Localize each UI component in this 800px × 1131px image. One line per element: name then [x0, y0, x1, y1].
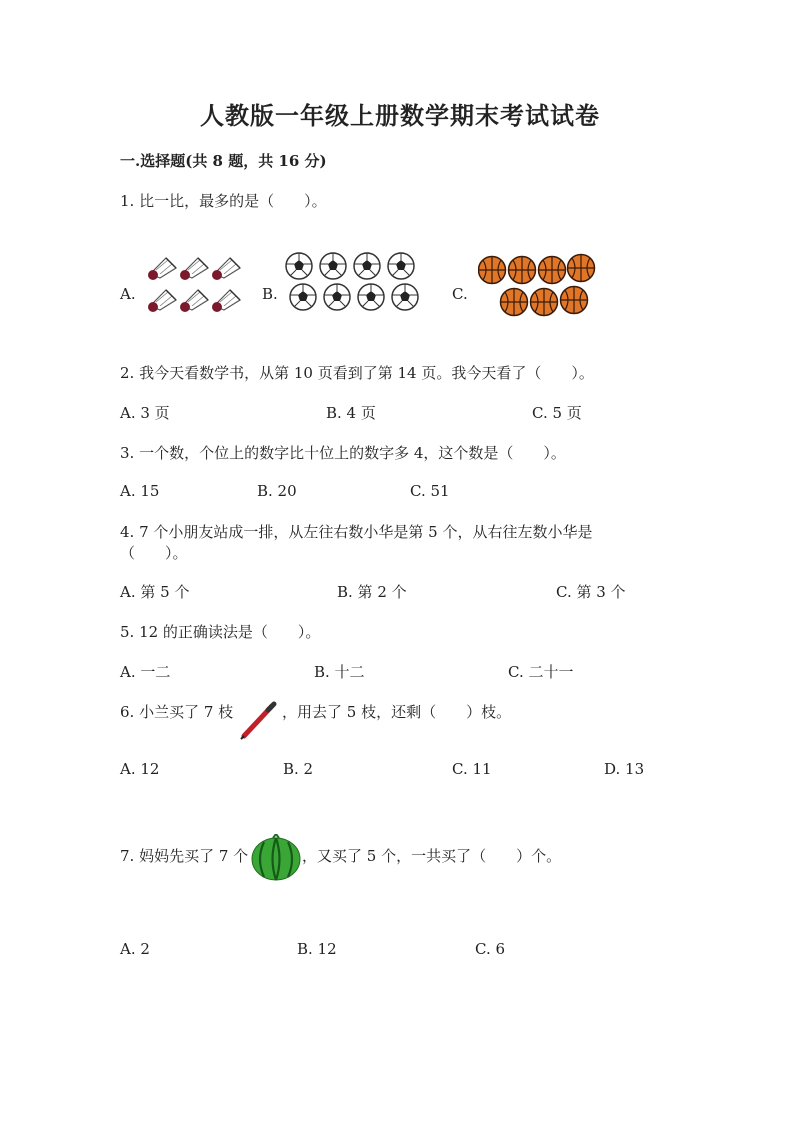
question-1-option-a[interactable]: A.	[120, 285, 136, 303]
basketball-icon	[478, 252, 596, 318]
question-2-option-a[interactable]: A. 3 页	[120, 404, 170, 422]
question-1-stem: 1. 比一比，最多的是（ ）。	[120, 192, 327, 210]
question-4-option-b[interactable]: B. 第 2 个	[337, 583, 407, 601]
question-6-stem-start: 6. 小兰买了 7 枝	[120, 703, 234, 721]
question-7-option-a[interactable]: A. 2	[120, 940, 150, 958]
question-6-stem-end: ，用去了 5 枝，还剩（ ）枝。	[282, 703, 512, 721]
question-5-option-c[interactable]: C. 二十一	[508, 663, 574, 681]
question-5-option-a[interactable]: A. 一二	[120, 663, 171, 681]
question-4-stem-line-1: 4. 7 个小朋友站成一排，从左往右数小华是第 5 个，从右往左数小华是	[120, 523, 593, 541]
shuttlecock-icon	[146, 248, 248, 314]
question-6-option-a[interactable]: A. 12	[120, 760, 160, 778]
question-2-stem: 2. 我今天看数学书，从第 10 页看到了第 14 页。我今天看了（ ）。	[120, 364, 594, 382]
question-3-stem: 3. 一个数，个位上的数字比十位上的数字多 4，这个数是（ ）。	[120, 444, 566, 462]
watermelon-icon	[251, 834, 301, 886]
question-5-stem: 5. 12 的正确读法是（ ）。	[120, 623, 321, 641]
question-6-option-c[interactable]: C. 11	[452, 760, 492, 778]
question-6-option-b[interactable]: B. 2	[283, 760, 314, 778]
pen-icon	[240, 700, 278, 744]
question-7-option-c[interactable]: C. 6	[475, 940, 506, 958]
question-1-option-b[interactable]: B.	[262, 285, 278, 303]
question-7-stem-start: 7. 妈妈先买了 7 个	[120, 847, 249, 865]
question-3-option-b[interactable]: B. 20	[257, 482, 297, 500]
question-1-option-c[interactable]: C.	[452, 285, 468, 303]
soccer-ball-icon	[285, 252, 421, 312]
question-7-stem-end: ，又买了 5 个，一共买了（ ）个。	[302, 847, 562, 865]
question-6-option-d[interactable]: D. 13	[604, 760, 645, 778]
question-3-option-c[interactable]: C. 51	[410, 482, 450, 500]
question-2-option-b[interactable]: B. 4 页	[326, 404, 376, 422]
question-5-option-b[interactable]: B. 十二	[314, 663, 365, 681]
question-7-option-b[interactable]: B. 12	[297, 940, 337, 958]
question-4-option-c[interactable]: C. 第 3 个	[556, 583, 626, 601]
question-2-option-c[interactable]: C. 5 页	[532, 404, 582, 422]
page-title: 人教版一年级上册数学期末考试试卷	[200, 101, 600, 130]
question-4-stem-line-2: （ ）。	[120, 544, 188, 562]
section-heading: 一.选择题(共 8 题，共 16 分)	[120, 152, 327, 170]
question-3-option-a[interactable]: A. 15	[120, 482, 160, 500]
question-4-option-a[interactable]: A. 第 5 个	[120, 583, 190, 601]
